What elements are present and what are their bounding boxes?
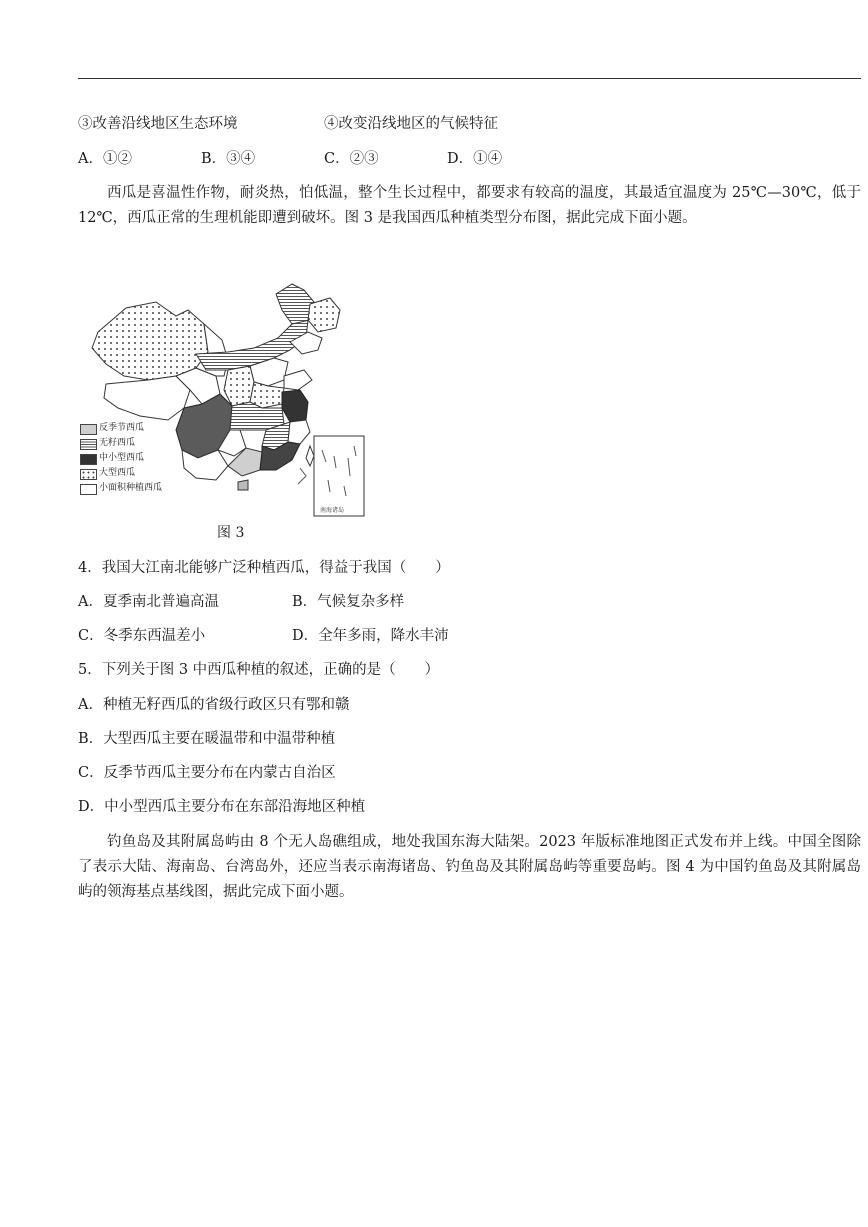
region-hubei — [230, 402, 284, 430]
q3-item-3: ③改善沿线地区生态环境 — [78, 116, 238, 132]
q4-option-b: B．气候复杂多样 — [292, 594, 405, 610]
q5-option-b: B．大型西瓜主要在暖温带和中温带种植 — [78, 731, 336, 747]
q3-option-b: B．③④ — [201, 151, 256, 167]
q4-option-d: D．全年多雨，降水丰沛 — [292, 628, 449, 644]
region-jilin — [308, 298, 340, 332]
legend-label: 反季节西瓜 — [99, 423, 145, 433]
legend-swatch — [80, 424, 97, 435]
q5-option-c: C．反季节西瓜主要分布在内蒙古自治区 — [78, 765, 336, 781]
header-rule — [78, 78, 861, 79]
q4-option-c: C．冬季东西温差小 — [78, 628, 206, 644]
q5-stem: 5．下列关于图 3 中西瓜种植的叙述，正确的是（ ） — [78, 662, 440, 678]
legend-label: 小面积种植西瓜 — [99, 483, 163, 493]
region-shaanxi — [224, 366, 254, 406]
region-jiangsu — [282, 390, 308, 422]
region-tibet — [104, 376, 190, 420]
passage-watermelon: 西瓜是喜温性作物，耐炎热，怕低温，整个生长过程中，都要求有较高的温度，其最适宜温度为 25℃—30℃，低于 12℃，西瓜正常的生理机能即遭到破坏。图 3 是我国西瓜种植类型分布图，据此完成下面小题。 — [78, 185, 861, 226]
q4-stem: 4．我国大江南北能够广泛种植西瓜，得益于我国（ ） — [78, 560, 450, 576]
inset-label: 南海诸岛 — [320, 508, 345, 514]
region-taiwan — [306, 446, 314, 466]
legend-swatch — [80, 454, 97, 465]
region-hainan — [238, 480, 248, 490]
legend-label: 中小型西瓜 — [99, 453, 145, 463]
south-china-sea-inset — [314, 436, 364, 516]
q3-option-a: A．①② — [78, 151, 132, 167]
legend-swatch — [80, 439, 97, 450]
q3-option-c: C．②③ — [324, 151, 379, 167]
region-xinjiang — [92, 302, 208, 380]
q3-option-d: D．①④ — [447, 151, 503, 167]
q3-item-4: ④改变沿线地区的气候特征 — [324, 116, 498, 132]
region-shandong — [284, 370, 312, 390]
legend-label: 无籽西瓜 — [99, 438, 136, 448]
region-zhejiang — [288, 420, 310, 444]
legend-swatch — [80, 469, 97, 480]
legend-swatch — [80, 484, 97, 495]
legend-label: 大型西瓜 — [99, 468, 136, 478]
figure-caption: 图 3 — [217, 525, 245, 541]
q5-option-a: A．种植无籽西瓜的省级行政区只有鄂和赣 — [78, 697, 350, 713]
passage-diaoyu: 钓鱼岛及其附属岛屿由 8 个无人岛礁组成，地处我国东海大陆架。2023 年版标准地图正式发布并上线。中国全图除了表示大陆、海南岛、台湾岛外，还应当表示南海诸岛、钓鱼岛及其附属岛屿等重要岛屿。图 4 为中国钓鱼岛及其附属岛屿的领海基点基线图，据此完成下面小题。 — [78, 834, 861, 900]
q5-option-d: D．中小型西瓜主要分布在东部沿海地区种植 — [78, 799, 366, 815]
q4-option-a: A．夏季南北普遍高温 — [78, 594, 219, 610]
